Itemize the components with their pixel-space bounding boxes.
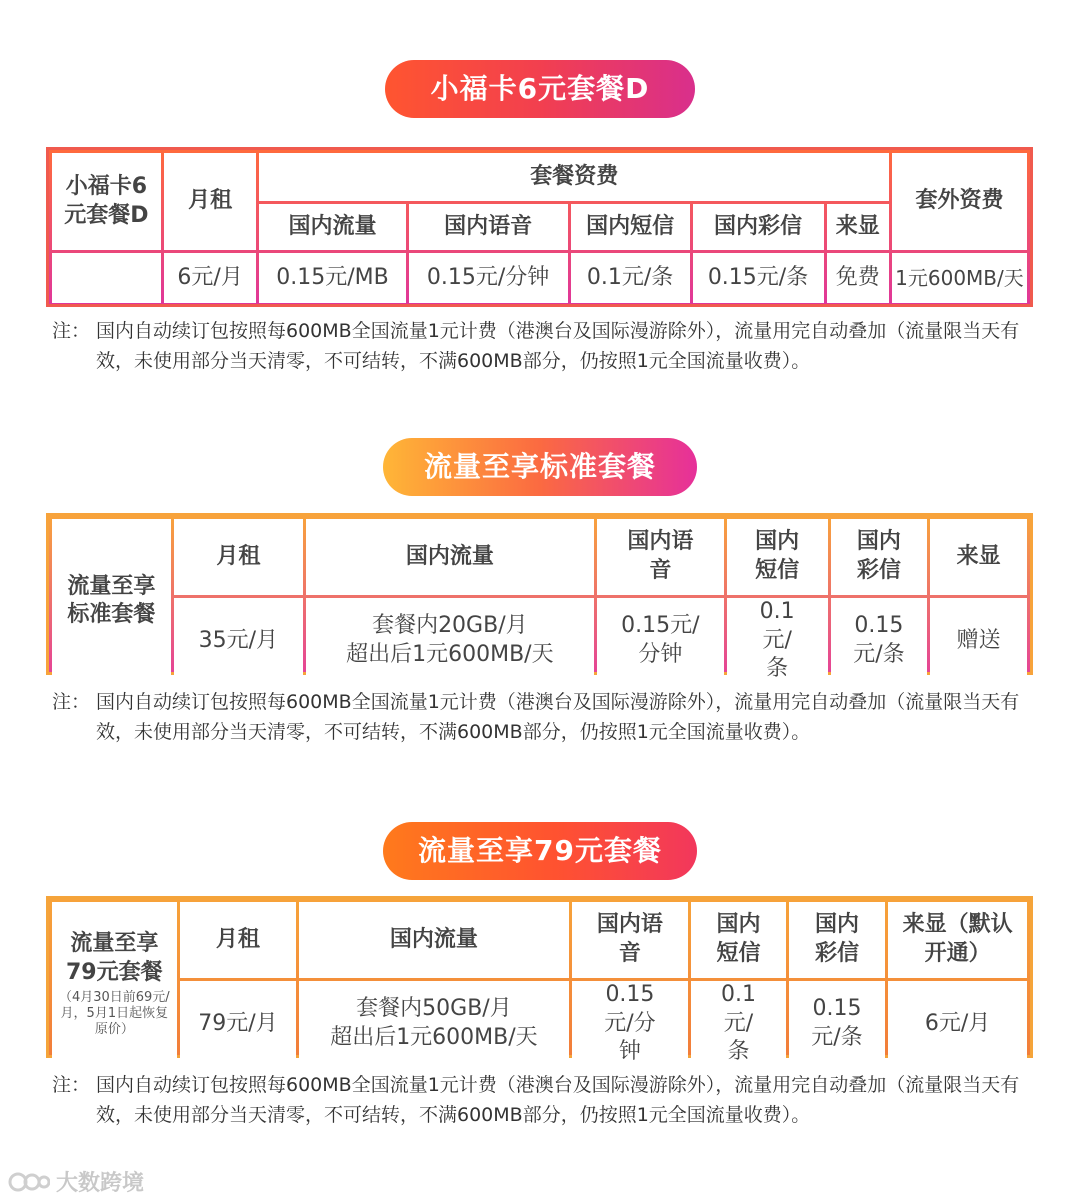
value-extra: 1元600MB/天 xyxy=(892,253,1027,303)
section-2-title: 流量至享标准套餐 xyxy=(383,438,697,496)
header-mms: 国内彩信 xyxy=(789,902,886,978)
header-traffic: 国内流量 xyxy=(299,902,568,978)
value-monthly: 79元/月 xyxy=(180,981,297,1067)
row-header: 流量至享标准套餐 xyxy=(52,519,171,684)
section-3-title: 流量至享79元套餐 xyxy=(383,822,697,880)
header-caller-id: 来显（默认开通） xyxy=(888,902,1027,978)
header-caller-id: 来显 xyxy=(930,519,1027,595)
value-voice: 0.15元/分钟 xyxy=(597,598,724,684)
plan-table-2 xyxy=(46,513,1033,682)
traffic-included: 套餐内50GB/月 xyxy=(356,996,512,1022)
value-voice: 0.15元/分钟 xyxy=(409,253,568,303)
header-monthly: 月租 xyxy=(164,153,257,250)
value-monthly: 6元/月 xyxy=(164,253,257,303)
value-mms: 0.15元/条 xyxy=(789,981,886,1067)
value-monthly: 35元/月 xyxy=(174,598,303,684)
value-caller-id: 6元/月 xyxy=(888,981,1027,1067)
note-text: 国内自动续订包按照每600MB全国流量1元计费（港澳台及国际漫游除外），流量用完自动叠加（流量限当天有效，未使用部分当天清零，不可结转，不满600MB部分，仍按照1元全国流量收费）。 xyxy=(96,691,1020,743)
value-sms: 0.1元/条 xyxy=(727,598,828,684)
header-plan-fees: 套餐资费 xyxy=(259,153,888,201)
traffic-included: 套餐内20GB/月 xyxy=(372,613,528,639)
value-caller-id: 赠送 xyxy=(930,598,1027,684)
note-3 xyxy=(52,1070,1037,1130)
note-label: 注： xyxy=(52,691,91,713)
watermark-icon xyxy=(8,1167,50,1197)
plan-table-1 xyxy=(46,147,1033,307)
traffic-overage: 超出后1元600MB/天 xyxy=(330,1024,538,1050)
plan-table-3 xyxy=(46,896,1033,1065)
value-traffic: 0.15元/MB xyxy=(259,253,405,303)
header-monthly: 月租 xyxy=(180,902,297,978)
value-traffic xyxy=(306,598,594,684)
value-mms: 0.15元/条 xyxy=(831,598,928,684)
header-caller-id: 来显 xyxy=(827,204,889,250)
header-traffic: 国内流量 xyxy=(306,519,594,595)
row-header-title: 流量至享79元套餐 xyxy=(66,931,163,986)
value-traffic xyxy=(299,981,568,1067)
header-voice: 国内语音 xyxy=(572,902,689,978)
note-label: 注： xyxy=(52,1074,91,1096)
value-voice: 0.15元/分钟 xyxy=(572,981,689,1067)
value-sms: 0.1元/条 xyxy=(571,253,690,303)
value-mms: 0.15元/条 xyxy=(693,253,824,303)
value-sms: 0.1元/条 xyxy=(691,981,785,1067)
note-text: 国内自动续订包按照每600MB全国流量1元计费（港澳台及国际漫游除外），流量用完自动叠加（流量限当天有效，未使用部分当天清零，不可结转，不满600MB部分，仍按照1元全国流量收费）。 xyxy=(96,320,1020,372)
header-extra-fees: 套外资费 xyxy=(892,153,1027,250)
note-text: 国内自动续订包按照每600MB全国流量1元计费（港澳台及国际漫游除外），流量用完自动叠加（流量限当天有效，未使用部分当天清零，不可结转，不满600MB部分，仍按照1元全国流量收费）。 xyxy=(96,1074,1020,1126)
header-voice: 国内语音 xyxy=(409,204,568,250)
row-header-promo-note: （4月30日前69元/月，5月1日起恢复原价） xyxy=(58,989,170,1038)
header-monthly: 月租 xyxy=(174,519,303,595)
note-label: 注： xyxy=(52,320,91,342)
traffic-overage: 超出后1元600MB/天 xyxy=(346,641,554,667)
row-header xyxy=(52,902,177,1067)
header-voice: 国内语音 xyxy=(597,519,724,595)
note-2 xyxy=(52,687,1037,747)
header-sms: 国内短信 xyxy=(691,902,785,978)
header-traffic: 国内流量 xyxy=(259,204,405,250)
value-caller-id: 免费 xyxy=(827,253,889,303)
row-header-spacer xyxy=(52,253,161,303)
row-header: 小福卡6元套餐D xyxy=(52,153,161,250)
watermark-text: 大数跨境 xyxy=(56,1171,145,1196)
section-1-title: 小福卡6元套餐D xyxy=(385,60,695,118)
note-1 xyxy=(52,316,1037,376)
header-mms: 国内彩信 xyxy=(831,519,928,595)
header-sms: 国内短信 xyxy=(727,519,828,595)
header-mms: 国内彩信 xyxy=(693,204,824,250)
watermark-logo xyxy=(8,1166,144,1197)
header-sms: 国内短信 xyxy=(571,204,690,250)
